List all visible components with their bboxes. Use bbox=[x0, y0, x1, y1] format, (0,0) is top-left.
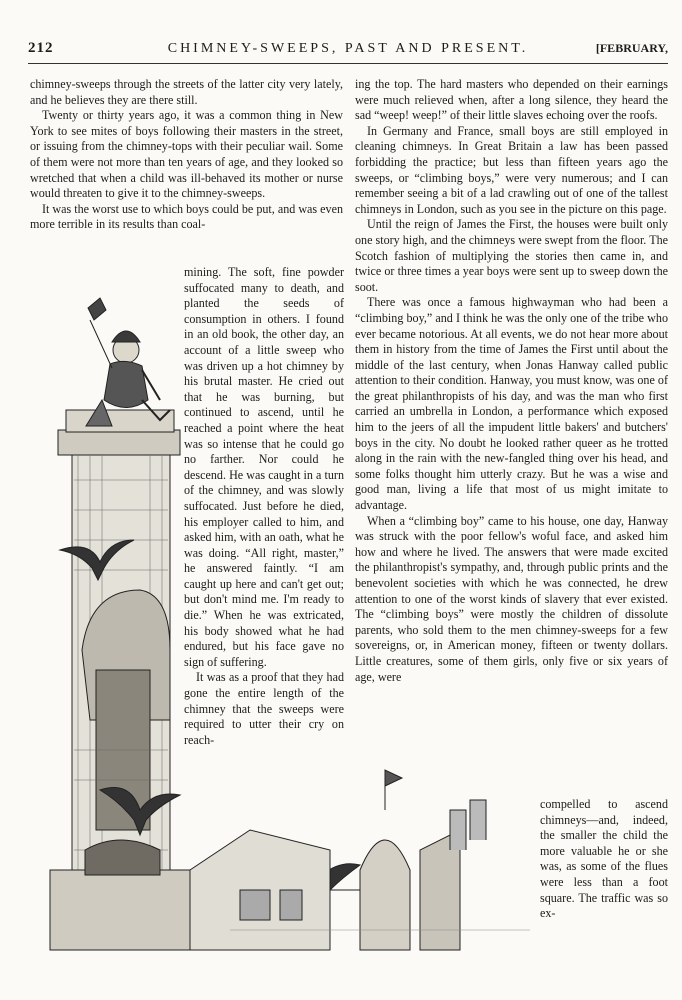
running-title: CHIMNEY-SWEEPS, PAST AND PRESENT. bbox=[167, 41, 529, 56]
paragraph: Until the reign of James the First, the houses were built only one story high, and the chimneys were swept from the floor. The Scotch fashion of multiplying the stories then came in, and twice or three times a year boys were sent up to sweep down the soot. bbox=[355, 217, 668, 294]
paragraph: compelled to ascend chimneys—and, indeed, the smaller the child the more valuable he or she was, as some of the flues were less than a foot square. The traffic was so ex- bbox=[540, 797, 668, 921]
left-column bbox=[30, 77, 343, 233]
page-header bbox=[28, 40, 668, 62]
running-month: [FEBRUARY, bbox=[595, 41, 668, 55]
right-column-narrow bbox=[540, 797, 668, 922]
right-column bbox=[355, 77, 668, 685]
paragraph: In Germany and France, small boys are still employed in cleaning chimneys. In Great Britain a law has been passed forbidding the practice; but less than fifteen years ago the sweeps, or “climbing boys,” were very numerous; and I can remember seeing a bit of a lad crawling out of one of the tallest chimneys in London, such as you see in the picture on this page. bbox=[355, 123, 668, 216]
header-rule bbox=[28, 63, 668, 64]
paragraph: ing the top. The hard masters who depended on their earnings were much relieved when, after a long silence, they heard the sad “weep! weep!” of their little slaves echoing over the roofs. bbox=[355, 77, 668, 123]
paragraph: Twenty or thirty years ago, it was a common thing in New York to see mites of boys following their masters in the street, or issuing from the chimney-tops with their peculiar wail. Some of them were not more than ten years of age, and they looked so wretched that when a child was ill-behaved its mother or nurse would threaten to give it to the chimney-sweeps. bbox=[30, 108, 343, 201]
paragraph: It was the worst use to which boys could be put, and was even more terrible in its results than coal- bbox=[30, 201, 343, 232]
page-number: 212 bbox=[28, 40, 54, 56]
paragraph: There was once a famous highwayman who had been a “climbing boy,” and I think he was the only one of the tribe who ever became notorious. At all events, we do not hear more about them in history from the time of James the First until about the middle of the last century, when Jonas Hanway called public attention to their condition. Hanway, you must know, was one of the great philanthropists of his day, and was the man who first carried an umbrella in London, a performance which exposed him to the jeers of all the impudent little bakers' and butchers' boys in the city. No doubt he looked rather queer as he trotted along in the rain with the new-fangled thing over his head, and some folks thought him utterly crazy. But he was a wise and good man, living a life that most of us might imitate to advantage. bbox=[355, 295, 668, 513]
paragraph: It was as a proof that they had gone the entire length of the chimney that the sweeps were required to utter their cry on reach- bbox=[184, 670, 344, 747]
paragraph: mining. The soft, fine powder suffocated many to death, and planted the seeds of consumption in others. I found in an old book, the other day, an account of a little sweep who was driven up a hot chimney by his brutal master. He cried out that he was burning, but continued to ascend, until he reached a point where the heat was so intense that he could go no farther. Nor could he descend. He was caught in a turn of the chimney, and was slowly suffocated. Just before he died, his employer called to him, and asked him, with an oath, what he was doing. “All right, master,” he answered faintly. “I am caught up here and can't get out; but don't mind me. I'm ready to die.” When he was extricated, his body showed what he had endured, but his face gave no sign of suffering. bbox=[184, 265, 344, 669]
left-column-narrow bbox=[184, 265, 344, 748]
paragraph: chimney-sweeps through the streets of the latter city very lately, and he believes they are there still. bbox=[30, 77, 343, 107]
paragraph: When a “climbing boy” came to his house, one day, Hanway was struck with the poor fellow's woful face, and asked him how and where he lived. The answers that were made excited the philanthropist's sympathy, and, through public prints and the benevolent societies with which he was connected, he drew attention to one of the worst kinds of slavery that ever existed. The “climbing boys” were mostly the children of dissolute parents, who sold them to the men chimney-sweeps for a few sovereigns, or, in American money, fifteen or twenty dollars. Little creatures, some of them girls, only five or six years of age, were bbox=[355, 513, 668, 684]
